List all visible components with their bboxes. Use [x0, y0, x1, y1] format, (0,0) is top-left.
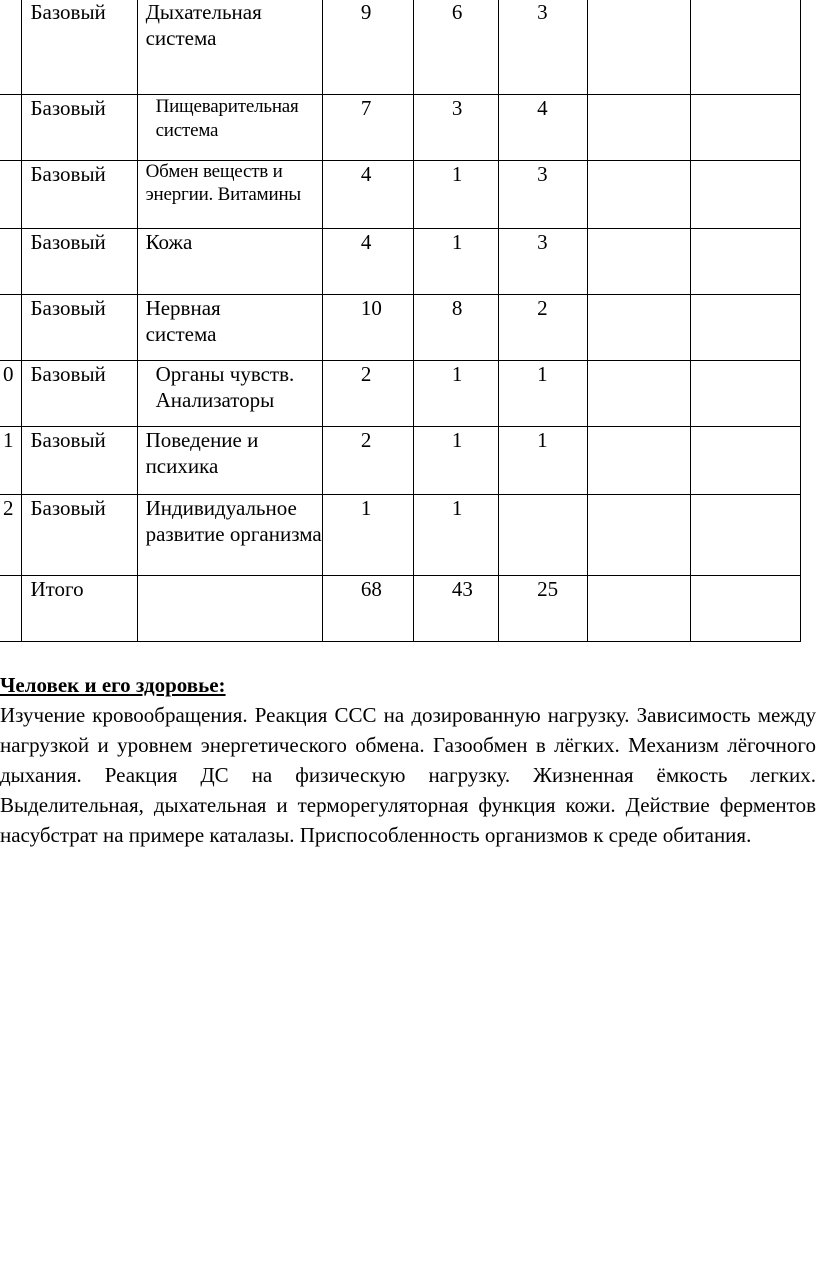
table-row — [0, 95, 801, 161]
row-level: Базовый — [22, 229, 137, 295]
row-extra-2 — [691, 229, 801, 295]
total-theory: 43 — [413, 576, 498, 642]
row-number: 0 — [0, 361, 22, 427]
row-theory: 6 — [413, 0, 498, 95]
row-total: 2 — [322, 427, 413, 495]
row-practice: 3 — [499, 161, 588, 229]
row-extra-1 — [588, 229, 691, 295]
row-extra-1 — [588, 161, 691, 229]
table-row — [0, 0, 801, 95]
row-extra-1 — [588, 361, 691, 427]
total-extra-1 — [588, 576, 691, 642]
row-number: 1 — [0, 427, 22, 495]
row-number — [0, 229, 22, 295]
total-extra-2 — [691, 576, 801, 642]
row-extra-2 — [691, 95, 801, 161]
curriculum-table — [0, 0, 801, 642]
row-total: 7 — [322, 95, 413, 161]
row-topic: Нервная система — [137, 295, 322, 361]
row-practice: 1 — [499, 361, 588, 427]
row-level: Базовый — [22, 95, 137, 161]
row-total: 1 — [322, 495, 413, 576]
section-body: Изучение кровообращения. Реакция ССС на дозированную нагрузку. Зависимость между нагрузкой и уровнем энергетического обмена. Газообмен в лёгких. Механизм лёгочного дыхания. Реакция ДС на физическую нагрузку. Жизненная ёмкость легких. Выделительная, дыхательная и терморегуляторная функция кожи. Действие ферментов насубстрат на примере каталазы. Приспособленность организмов к среде обитания. — [0, 703, 816, 847]
row-extra-2 — [691, 161, 801, 229]
row-theory: 1 — [413, 161, 498, 229]
row-total: 9 — [322, 0, 413, 95]
row-practice: 4 — [499, 95, 588, 161]
row-theory: 8 — [413, 295, 498, 361]
row-practice: 3 — [499, 0, 588, 95]
row-extra-2 — [691, 0, 801, 95]
row-level: Базовый — [22, 161, 137, 229]
row-practice — [499, 495, 588, 576]
row-number — [0, 0, 22, 95]
row-practice: 2 — [499, 295, 588, 361]
row-extra-1 — [588, 0, 691, 95]
row-level: Базовый — [22, 427, 137, 495]
total-practice: 25 — [499, 576, 588, 642]
table-row — [0, 427, 801, 495]
row-level: Базовый — [22, 361, 137, 427]
row-total: 4 — [322, 229, 413, 295]
row-extra-2 — [691, 295, 801, 361]
row-number — [0, 95, 22, 161]
row-extra-2 — [691, 495, 801, 576]
table-row — [0, 495, 801, 576]
row-total: 4 — [322, 161, 413, 229]
row-extra-1 — [588, 427, 691, 495]
table-total-row — [0, 576, 801, 642]
row-theory: 1 — [413, 361, 498, 427]
row-level: Базовый — [22, 295, 137, 361]
row-topic: Поведение и психика — [137, 427, 322, 495]
total-row-number — [0, 576, 22, 642]
table-row — [0, 361, 801, 427]
row-topic: Дыхательная система — [137, 0, 322, 95]
row-topic: Обмен веществ и энергии. Витамины — [137, 161, 322, 229]
row-number: 2 — [0, 495, 22, 576]
total-total: 68 — [322, 576, 413, 642]
row-topic: Кожа — [137, 229, 322, 295]
row-number — [0, 295, 22, 361]
row-total: 10 — [322, 295, 413, 361]
row-number — [0, 161, 22, 229]
row-extra-1 — [588, 495, 691, 576]
row-level: Базовый — [22, 0, 137, 95]
row-theory: 1 — [413, 495, 498, 576]
row-extra-2 — [691, 361, 801, 427]
section-heading: Человек и его здоровье: — [0, 673, 226, 697]
row-topic: Индивидуальное развитие организма — [137, 495, 322, 576]
row-topic: Пищеварительная система — [137, 95, 322, 161]
table-row — [0, 295, 801, 361]
total-row-topic — [137, 576, 322, 642]
table-row — [0, 229, 801, 295]
row-theory: 1 — [413, 229, 498, 295]
total-label: Итого — [22, 576, 137, 642]
row-topic: Органы чувств. Анализаторы — [137, 361, 322, 427]
row-practice: 1 — [499, 427, 588, 495]
row-extra-2 — [691, 427, 801, 495]
row-extra-1 — [588, 295, 691, 361]
row-level: Базовый — [22, 495, 137, 576]
table-row — [0, 161, 801, 229]
row-practice: 3 — [499, 229, 588, 295]
row-theory: 3 — [413, 95, 498, 161]
section-human-health — [0, 670, 816, 850]
row-theory: 1 — [413, 427, 498, 495]
row-total: 2 — [322, 361, 413, 427]
row-extra-1 — [588, 95, 691, 161]
